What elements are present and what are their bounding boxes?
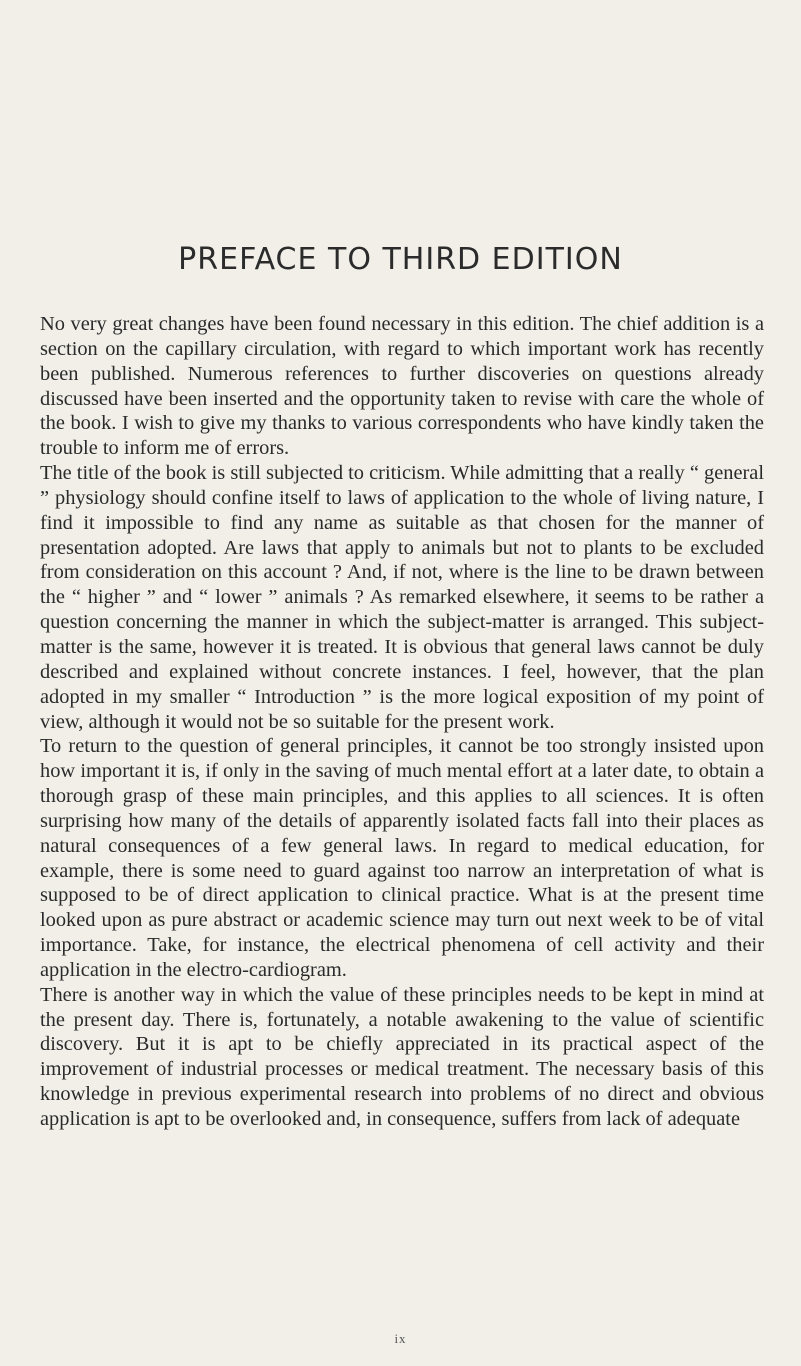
- paragraph-3: To return to the question of general principles, it cannot be too strongly insisted upon how important it is, if only in the saving of much mental effort at a later date, to obtain a thorough grasp of these main principles, and this applies to all sciences. It is often surprising how many of the details of apparently isolated facts fall into their places as natural consequences of a few general laws. In regard to medical education, for example, there is some need to guard against too narrow an interpretation of what is supposed to be of direct application to clinical practice. What is at the present time looked upon as pure abstract or academic science may turn out next week to be of vital importance. Take, for instance, the electrical phenomena of cell activity and their application in the electro-cardiogram.: [40, 735, 764, 981]
- preface-body: [40, 312, 764, 1132]
- page-number: ix: [394, 1331, 407, 1346]
- paragraph-1: No very great changes have been found necessary in this edition. The chief addition is a section on the capillary circulation, with regard to which important work has recently been published. Numerous references to further discoveries on questions already discussed have been inserted and the opportunity taken to revise with care the whole of the book. I wish to give my thanks to various correspondents who have kindly taken the trouble to inform me of errors.: [40, 313, 764, 460]
- paragraph-2: The title of the book is still subjected to criticism. While admitting that a really “ general ” physiology should confine itself to laws of application to the whole of living nature, I find it impossible to find any name as suitable as that chosen for the manner of presentation adopted. Are laws that apply to animals but not to plants to be excluded from consideration on this account ? And, if not, where is the line to be drawn between the “ higher ” and “ lower ” animals ? As remarked elsewhere, it seems to be rather a question concerning the manner in which the subject-matter is arranged. This subject-matter is the same, however it is treated. It is obvious that general laws cannot be duly described and explained without concrete instances. I feel, however, that the plan adopted in my smaller “ Introduction ” is the more logical exposition of my point of view, although it would not be so suitable for the present work.: [40, 462, 764, 733]
- page-title: PREFACE TO THIRD EDITION: [178, 242, 623, 277]
- paragraph-4: There is another way in which the value of these principles needs to be kept in mind at the present day. There is, fortunately, a notable awakening to the value of scientific discovery. But it is apt to be chiefly appreciated in its practical aspect of the improvement of industrial processes or medical treatment. The necessary basis of this knowledge in previous experimental research into problems of no direct and obvious application is apt to be overlooked and, in consequence, suffers from lack of adequate: [40, 983, 764, 1130]
